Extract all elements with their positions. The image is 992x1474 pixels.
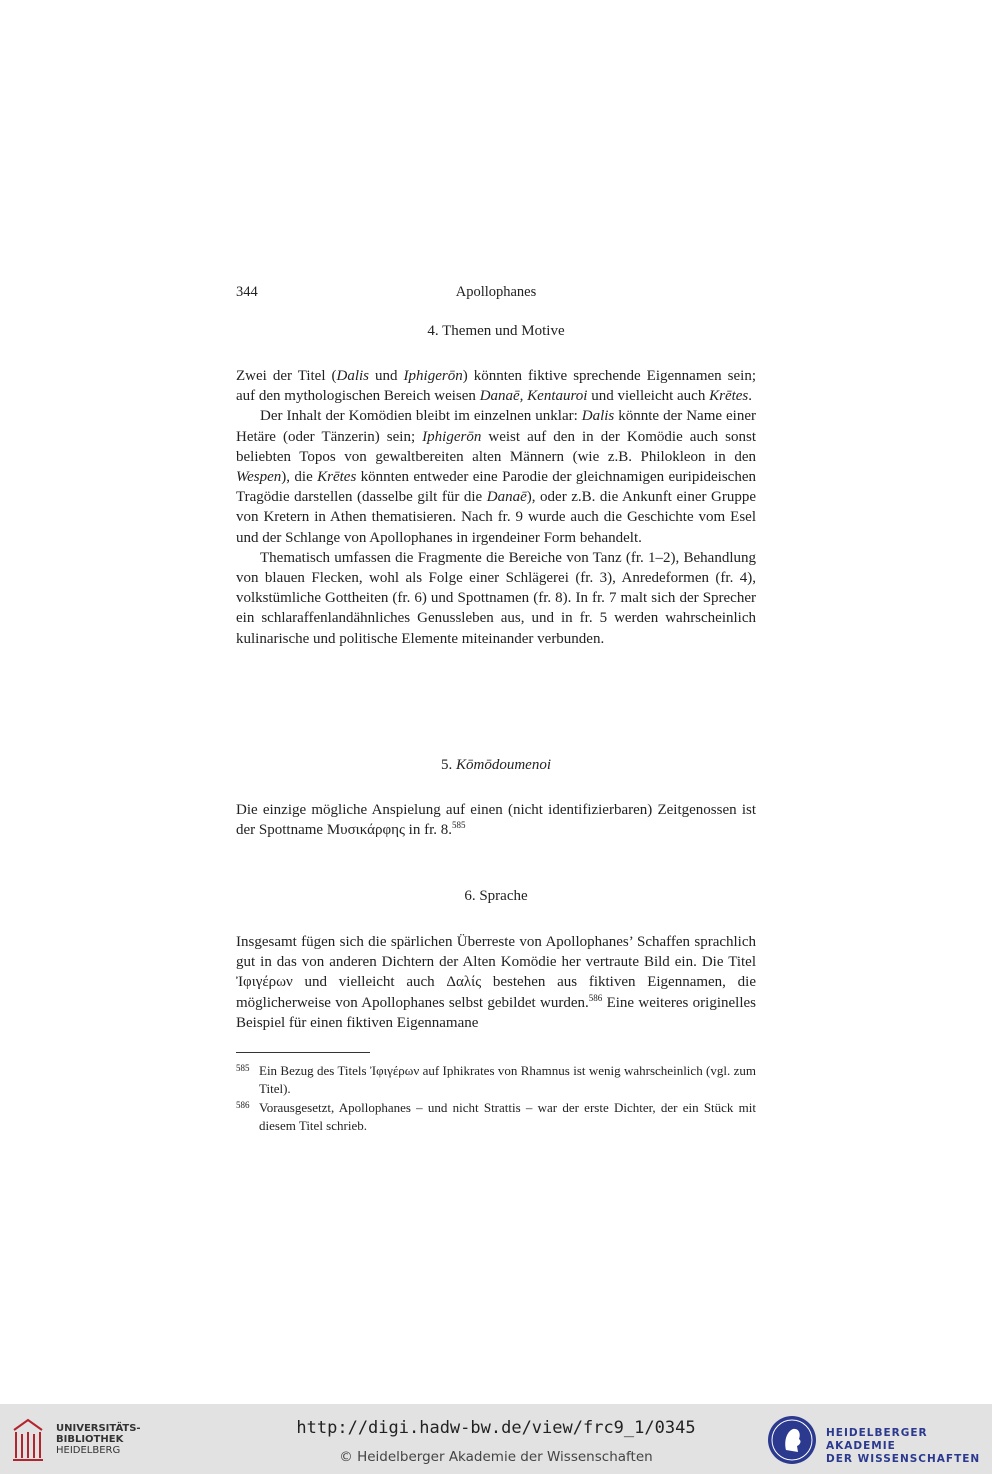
section-5-heading-title: Kōmōdoumenoi <box>456 757 551 773</box>
italic-text: Dalis <box>336 368 370 384</box>
text-run: Zwei der Titel ( <box>236 368 337 384</box>
italic-text: Wespen <box>236 469 282 486</box>
italic-text: Krētes <box>317 469 357 486</box>
text-run: und vielleicht auch <box>587 388 710 405</box>
paragraph <box>236 366 756 406</box>
text-run: könnten entweder eine Parodie der gleichnamigen euripideischen Tragödie darstellen (dasselbe gilt für die <box>236 469 756 506</box>
copyright-notice: © Heidelberger Akademie der Wissenschaften <box>339 1449 653 1465</box>
academy-name-line: HEIDELBERGER AKADEMIE <box>826 1427 928 1452</box>
page-number: 344 <box>236 284 258 300</box>
section-6-heading: 6. Sprache <box>464 888 528 904</box>
text-run: weist auf den in der Komödie auch sonst beliebten Topos von gewaltbereiten alten Männern (wie z.B. Philokleon in den <box>236 428 757 465</box>
text-run: . <box>748 388 753 405</box>
section-6-body <box>236 932 756 1033</box>
text-run: ) könnten fiktive sprechende Eigennamen sein; auf den mythologischen Bereich weisen <box>236 368 756 405</box>
footer-bar <box>0 1404 992 1474</box>
academy-seal-icon[interactable] <box>766 1414 818 1466</box>
footnote-number: 585 <box>236 1063 250 1073</box>
permalink-url[interactable]: http://digi.hadw-bw.de/view/frc9_1/0345 <box>296 1418 696 1438</box>
text-run: Die einzige mögliche Anspielung auf einen (nicht identifizierbaren) Zeitgenossen ist der Spottname Μυσικάρφης in fr. 8. <box>236 802 756 839</box>
italic-text: Krētes <box>709 388 749 405</box>
italic-text: Danaē, Kentauroi <box>479 388 588 405</box>
paragraph <box>236 932 756 1033</box>
library-name-line: HEIDELBERG <box>56 1445 121 1456</box>
library-name-line: UNIVERSITÄTS- <box>56 1423 141 1434</box>
footnotes <box>236 1062 756 1136</box>
footnote-text: Vorausgesetzt, Apollophanes – und nicht Strattis – war der erste Dichter, der ein Stück mit diesem Titel schrieb. <box>259 1100 756 1133</box>
text-run: ), oder z.B. die Ankunft einer Gruppe von Kretern in Athen thematisieren. Nach fr. 9 wurde auch die Geschichte vom Esel und der Schlange von Apollophanes in irgendeiner Form behandelt. <box>236 489 756 546</box>
footnote-585 <box>236 1062 756 1098</box>
footnote-number: 586 <box>236 1100 250 1110</box>
footnote-586 <box>236 1099 756 1135</box>
footnote-rule <box>236 1052 370 1053</box>
running-head <box>236 284 756 304</box>
text-run: Thematisch umfassen die Fragmente die Bereiche von Tanz (fr. 1–2), Behandlung von blauen Flecken, wohl als Folge einer Schlägerei (fr. 3), Anredeformen (fr. 4), volkstümliche Gottheiten (fr. 6) und Spottnamen (fr. 8). In fr. 7 malt sich der Sprecher ein schlaraffenlandähnliches Genussleben aus, und in fr. 5 werden wahrscheinlich kulinarische und politische Elemente miteinander verbunden. <box>236 549 756 647</box>
text-run: Insgesamt fügen sich die spärlichen Überreste von Apollophanes’ Schaffen sprachlich gut in das von anderen Dichtern der Alten Komödie her vertraute Bild ein. Die Titel Ἰφιγέρων und vielleicht auch Δαλίς bestehen aus fiktiven Eigennamen, die möglicherweise von Apollophanes selbst gebildet wurden. <box>236 934 756 1011</box>
section-5-heading <box>236 757 756 774</box>
section-5-body <box>236 800 756 840</box>
library-name-line: BIBLIOTHEK <box>56 1434 124 1445</box>
text-run: könnte der Name einer Hetäre (oder Tänzerin) sein; <box>236 408 756 445</box>
running-title: Apollophanes <box>455 284 537 300</box>
footnote-text: Ein Bezug des Titels Ἰφιγέρων auf Iphikrates von Rhamnus ist wenig wahrscheinlich (vgl. zum Titel). <box>259 1063 756 1096</box>
academy-name <box>826 1427 992 1466</box>
italic-text: Iphigerōn <box>403 368 463 384</box>
section-4-body <box>236 366 756 649</box>
paragraph <box>236 548 756 649</box>
italic-text: Iphigerōn <box>422 428 482 445</box>
text-run: Der Inhalt der Komödien bleibt im einzelnen unklar: <box>260 408 582 425</box>
italic-text: Danaē <box>486 489 527 506</box>
text-run: Eine weiteres originelles Beispiel für einen fiktiven Eigennamane <box>236 994 756 1031</box>
italic-text: Dalis <box>581 408 615 425</box>
paragraph <box>236 800 756 840</box>
paragraph <box>236 406 756 547</box>
footnote-reference[interactable]: 585 <box>452 820 466 831</box>
section-5-heading-number: 5. <box>441 757 456 773</box>
academy-name-line: DER WISSENSCHAFTEN <box>826 1453 981 1465</box>
footnote-reference[interactable]: 586 <box>588 992 603 1003</box>
text-run: ), die <box>281 469 318 486</box>
text-run: und <box>369 368 404 384</box>
section-4-heading: 4. Themen und Motive <box>427 323 565 339</box>
